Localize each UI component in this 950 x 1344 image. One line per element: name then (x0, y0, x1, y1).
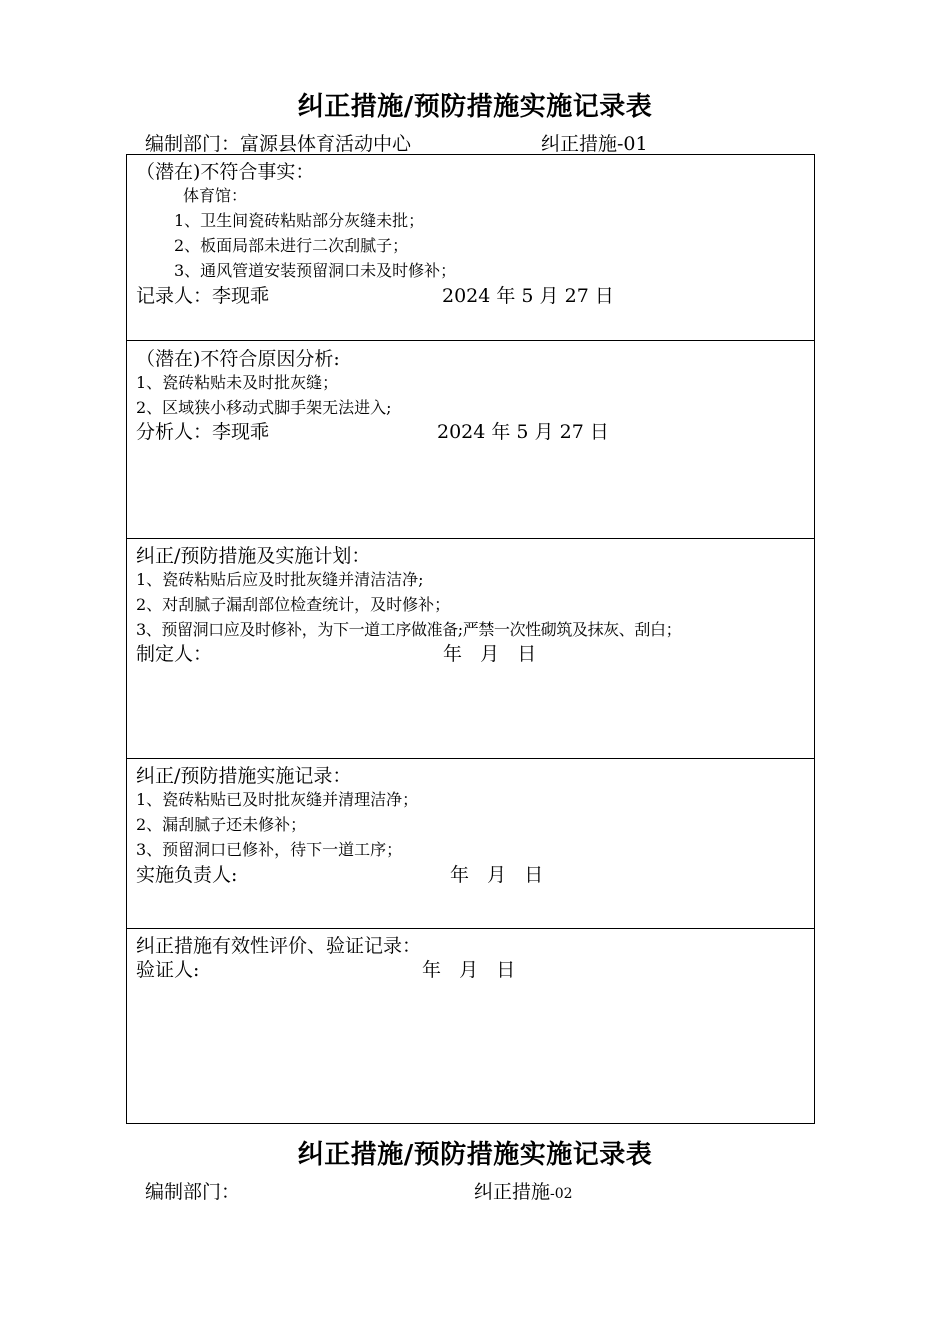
signer-label: 实施负责人: (136, 864, 238, 886)
form-code: 纠正措施-01 (541, 133, 648, 155)
signer-label: 制定人： (136, 643, 213, 665)
section-heading: 纠正/预防措施及实施计划： (136, 545, 371, 567)
section-cause-analysis (127, 341, 814, 539)
section-implementation-record (127, 759, 814, 929)
sign-date: 年 月 日 (443, 643, 537, 665)
list-item: 2、对刮腻子漏刮部位检查统计，及时修补； (136, 595, 451, 614)
sign-date: 年 月 日 (450, 864, 544, 886)
section-subheading: 体育馆： (183, 186, 248, 205)
list-item: 1、卫生间瓷砖粘贴部分灰缝未批； (174, 211, 425, 230)
record-form (126, 154, 815, 1124)
form-code-2 (474, 1177, 573, 1204)
list-item: 1、瓷砖粘贴已及时批灰缝并清理洁净； (136, 790, 419, 809)
section-heading: （潜在)不符合事实： (136, 161, 315, 183)
page-title-2: 纠正措施/预防措施实施记录表 (297, 1140, 653, 1170)
list-item: 3、预留洞口已修补，待下一道工序； (136, 840, 403, 859)
section-heading: （潜在)不符合原因分析: (136, 348, 340, 370)
sign-date: 2024 年 5 月 27 日 (437, 421, 609, 443)
list-item: 3、预留洞口应及时修补，为下一道工序做准备;严禁一次性砌筑及抹灰、刮白； (136, 620, 682, 639)
page-title: 纠正措施/预防措施实施记录表 (297, 92, 653, 122)
signer-label: 验证人: (136, 959, 200, 981)
form-code-main: 纠正措施 (474, 1181, 551, 1203)
list-item: 2、板面局部未进行二次刮腻子； (174, 236, 409, 255)
list-item: 3、通风管道安装预留洞口未及时修补； (174, 261, 457, 280)
section-action-plan (127, 539, 814, 759)
form-code-number: -02 (550, 1186, 573, 1202)
section-effectiveness-verification (127, 929, 814, 1123)
signer-label: 记录人：李现乖 (136, 285, 270, 307)
list-item: 2、漏刮腻子还未修补； (136, 815, 307, 834)
dept-label-2: 编制部门： (145, 1181, 241, 1203)
dept-label: 编制部门：富源县体育活动中心 (145, 133, 412, 155)
sign-date: 2024 年 5 月 27 日 (442, 285, 614, 307)
sign-date: 年 月 日 (422, 959, 516, 981)
signer-label: 分析人：李现乖 (136, 421, 270, 443)
list-item: 1、瓷砖粘贴后应及时批灰缝并清洁洁净; (136, 570, 424, 589)
list-item: 2、区域狭小移动式脚手架无法进入; (136, 398, 392, 417)
list-item: 1、瓷砖粘贴未及时批灰缝； (136, 373, 339, 392)
section-heading: 纠正/预防措施实施记录： (136, 765, 352, 787)
section-nonconformity-fact (127, 155, 814, 341)
section-heading: 纠正措施有效性评价、验证记录： (136, 935, 422, 957)
